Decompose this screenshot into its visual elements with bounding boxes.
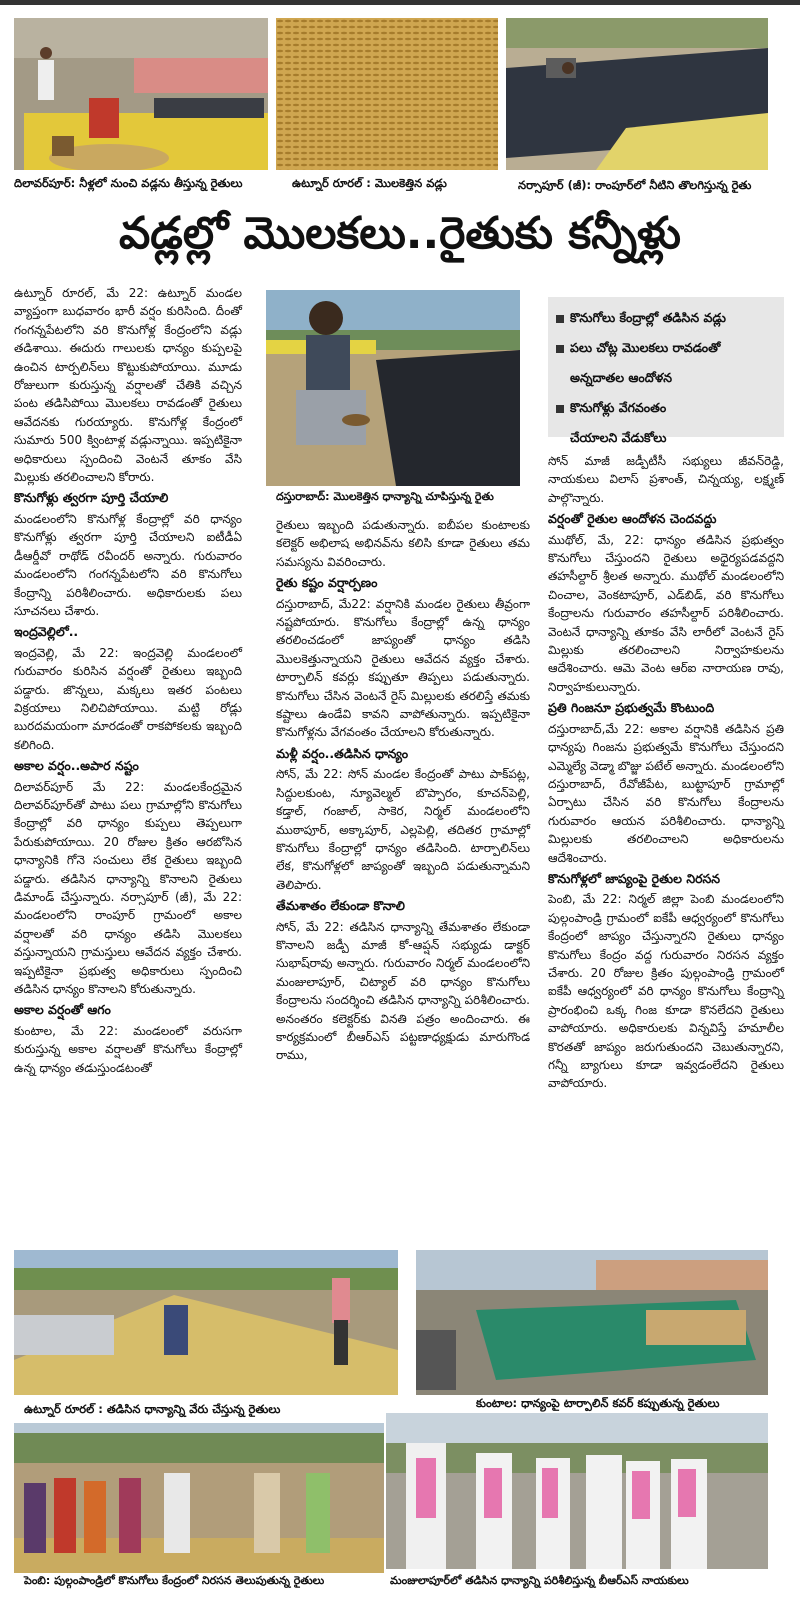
column-2 (276, 516, 530, 1066)
highlight-4: కొనుగోళ్లు వేగవంతం (556, 393, 776, 423)
col3-subhead-3: కొనుగోళ్లలో జాప్యంపై రైతుల నిరసన (548, 870, 721, 886)
column-3 (548, 452, 784, 1094)
caption-center-photo: దస్తురాబాద్: మొలకెత్తిన ధాన్యాన్ని చూపిస్తున్న రైతు (276, 490, 494, 503)
caption-bottom-right-2: మంజులాపూర్‌లో తడిసిన ధాన్యాన్ని పరిశీలిస్తున్న బీఆర్ఎస్ నాయకులు (390, 1574, 689, 1587)
photo-dilawarpur-farmers (14, 18, 268, 170)
col1-subhead-3: అకాల వర్షం..అపార నష్టం (14, 758, 139, 774)
col2-subhead-3: తేమశాతం లేకుండా కొనాలి (276, 898, 405, 914)
col3-para-1: సోన్ మాజీ జడ్పీటీసీ సభ్యులు జీవన్‌రెడ్డి, నాయకులు విలాస్ ప్రశాంత్, చిన్నయ్య, లక్ష్మణ్ పాల్గొన్నారు. (548, 454, 784, 505)
highlight-5: చేయాలని వేడుకోలు (570, 430, 667, 445)
col3-subhead-2: ప్రతి గింజనూ ప్రభుత్వమే కొంటుంది (548, 700, 715, 716)
caption-bottom-left-2: పెంబి: పుల్గంపాండ్రిలో కొనుగోలు కేంద్రంలో నిరసన తెలుపుతున్న రైతులు (24, 1574, 325, 1587)
highlights-box (548, 297, 784, 445)
col2-subhead-2: మళ్లీ వర్షం..తడిసిన ధాన్యం (276, 745, 409, 761)
photo-pembi-protest (14, 1423, 384, 1573)
col1-para-4: దిలావర్‌పూర్ మే 22: మండలకేంద్రమైన దిలావర్‌పూర్‌తో పాటు పలు గ్రామాల్లోని కొనుగోలు కేంద్రాల్లో వరి ధాన్యం కుప్పలు తెప్పలుగా పేరుకుపోయాయి. 20 రోజుల క్రితం ఆరబోసిన ధాన్యానికి గోనె సంచులు లేక రైతులు ఇబ్బంది పడ్డారు. తడిసిన ధాన్యాన్ని కొనాలని రైతులు డిమాండ్ చేస్తున్నారు. నర్సాపూర్ (జీ), మే 22: మండలంలోని రాంపూర్ గ్రామంలో అకాల వర్షాలతో వరి ధాన్యం తడిసి మొలకలు వస్తున్నాయని గ్రామస్తులు ఆవేదన వ్యక్తం చేశారు. ఇప్పటికైనా ప్రభుత్వ అధికారులు స్పందించి తడిసిన ధాన్యం కొనాలని కోరుతున్నారు. (14, 779, 242, 997)
caption-top-left: దిలావర్‌పూర్: నీళ్లలో నుంచి వడ్లను తీస్తున్న రైతులు (14, 176, 243, 190)
photo-dasturabad-farmer (266, 290, 520, 486)
col1-para-3: ఇంద్రవెల్లి, మే 22: ఇంద్రవెల్లి మండలంలో గురువారం కురిసిన వర్షంతో రైతులు ఇబ్బంది పడ్డారు. జొన్నలు, మక్కలు ఇతర పంటలు విక్రయాలు నిలిచిపోయాయి. మట్టి రోడ్లు బురదమయంగా మారడంతో రాకపోకలకు ఇబ్బంది కలిగింది. (14, 645, 242, 752)
col2-para-3: సోన్, మే 22: సోన్ మండల కేంద్రంతో పాటు పాక్‌పట్ల, సిద్దులకుంట, న్యూవెల్మల్ బొప్పారం, కూచన్‌పెల్లి, కడ్తాల్, గంజాల్, సాకెర, నిర్మల్ మండలంలోని ముఠాపూర్, అక్కాపూర్, ఎల్లపెల్లి, తదితర గ్రామాల్లో కొనుగోలు కేంద్రాల్లో ధాన్యం తడిసింది. టార్పాలిన్‌లు లేక, కొనుగోళ్లలో జాప్యంతో ఇబ్బంది పడుతున్నామని తెలిపారు. (276, 767, 530, 892)
bullet-icon (556, 315, 564, 323)
col1-para-1: ఉట్నూర్ రూరల్, మే 22: ఉట్నూర్ మండల వ్యాప్తంగా బుధవారం భారీ వర్షం కురిసింది. దీంతో గంగన్నపేటలోని వరి కొనుగోళ్ల కేంద్రంలోని వడ్లు తడిశాయి. ఈదురు గాలులకు ధాన్యం కుప్పలపై ఉంచిన టార్పలిన్‌లు కొట్టుకుపోయాయి. మూడు రోజులుగా కురుస్తున్న వర్షాలతో చేతికి వచ్చిన పంట తడిసిపోయి మొలకలు రావడంతో రైతులు ఆవేదనకు గురయ్యారు. కొనుగోళ్ల కేంద్రంలో సుమారు 500 క్వింటాళ్ల వడ్లున్నాయి. ఇప్పటికైనా అధికారులు స్పందించి వెంటనే తూకం వేసి మిల్లుకు తరలించాలని కోరారు. (14, 286, 242, 485)
photo-sprouted-paddy (276, 18, 498, 170)
caption-bottom-left-1: ఉట్నూర్ రూరల్ : తడిసిన ధాన్యాన్ని వేరు చేస్తున్న రైతులు (24, 1402, 281, 1416)
col1-subhead-1: కొనుగోళ్లు త్వరగా పూర్తి చేయాలి (14, 490, 169, 506)
col3-para-3: దస్తురాబాద్,మే 22: అకాల వర్షానికి తడిసిన ప్రతి ధాన్యపు గింజను ప్రభుత్వమే కొనుగోలు చేస్తుందని ఎమ్మెల్యే వెడ్మా బొజ్జు పటేల్ అన్నారు. మండలంలోని దస్తురాబాద్, రేవోజీపేట, బుట్టాపూర్ గ్రామాల్లో ఏర్పాటు చేసిన వరి కొనుగోలు కేంద్రాలను గురువారం ఆయన పరిశీలించారు. ధాన్యాన్ని మిల్లులకు తరలించాలని అధికారులను ఆదేశించారు. (548, 721, 784, 865)
col3-subhead-1: వర్షంతో రైతుల ఆందోళన చెందవద్దు (548, 511, 717, 527)
photo-utnoor-separating (14, 1250, 398, 1395)
col3-para-2: ముథోల్, మే, 22: ధాన్యం తడిసిన ప్రభుత్వం కొనుగోలు చేస్తుందని రైతులు అధైర్యపడవద్దని తహసీల్దార్ శ్రీలత అన్నారు. ముథోల్ మండలంలోని చించాల, వెంకటాపూర్, ఎడ్‌బిడ్, వరి కొనుగోలు కేంద్రాలను గురువారం తహసీల్దార్ పరిశీలించారు. వెంటనే ధాన్యాన్ని తూకం వేసి లారీలో వెంటనే రైస్ మిల్లుకు తరలించాలని నిర్వాహకులను ఆదేశించారు. ఆమె వెంట ఆర్ఐ నారాయణ రావు, నిర్వాహకులున్నారు. (548, 532, 784, 694)
col2-para-4: సోన్, మే 22: తడిసిన ధాన్యాన్ని తేమశాతం లేకుండా కొనాలని జడ్పీ మాజీ కో-ఆప్షన్ సభ్యుడు డాక్టర్ సుభాష్‌రావు అన్నారు. గురువారం నిర్మల్ మండలంలోని మంజులాపూర్, చిట్యాల్ వరి ధాన్యం కొనుగోలు కేంద్రాలను సందర్శించి తడిసిన ధాన్యాన్ని పరిశీలించారు. అనంతరం కలెక్టర్‌కు వినతి పత్రం అందించారు. ఈ కార్యక్రమంలో బీఆర్ఎస్ పట్టణాధ్యక్షుడు మారుగొండ రాము, (276, 919, 530, 1063)
bullet-icon (556, 345, 564, 353)
headline: వడ్లల్లో మొలకలు..రైతుకు కన్నీళ్లు (119, 208, 681, 259)
caption-top-middle: ఉట్నూర్ రూరల్ : మొలకెత్తిన వడ్లు (292, 176, 447, 190)
bullet-icon (556, 405, 564, 413)
highlight-1: కొనుగోలు కేంద్రాల్లో తడిసిన వడ్లు (556, 303, 776, 333)
col1-subhead-2: ఇంద్రవెల్లిలో.. (14, 624, 79, 640)
col3-para-4: పెంబి, మే 22: నిర్మల్ జిల్లా పెంబి మండలంలోని పుల్గంపాండ్రి గ్రామంలో ఐకేపీ ఆధ్వర్యంలో కొనుగోలు కేంద్రంలో జాప్యం చేస్తున్నారని రైతులు ధాన్యం కొనుగోలు కేంద్రం వద్ద గురువారం నిరసన వ్యక్తం చేశారు. 20 రోజుల క్రితం పుల్గంపాండ్రి గ్రామంలో ఐకేపీ ఆధ్వర్యంలో వరి ధాన్యం కొనుగోలు కేంద్రాన్ని ప్రారంభించి ఒక్క గింజ కూడా కొనలేదని రైతులు వాపోయారు. అధికారులకు విన్నవిస్తే హమాలీల కొరతతో జాప్యం జరుగుతుందని చెబుతున్నారని, గన్నీ బ్యాగులు కూడా ఇవ్వడంలేదని రైతులు వాపోయారు. (548, 892, 784, 1091)
col1-para-5: కుంటాల, మే 22: మండలంలో వరుసగా కురుస్తున్న అకాల వర్షాలతో కొనుగోలు కేంద్రాల్లో ఉన్న ధాన్యం తడుస్తుండటంతో (14, 1023, 242, 1075)
column-1 (14, 284, 242, 1078)
highlight-3: అన్నదాతల ఆందోళన (570, 370, 672, 385)
col2-para-1: రైతులు ఇబ్బంది పడుతున్నారు. ఐబీపల కుంటాలకు కలెక్టర్ అభిలాష అభినవ్‌ను కలిసి కూడా రైతులు తమ సమస్యను వివరించారు. (276, 518, 530, 569)
caption-bottom-right-1: కుంటాల: ధాన్యంపై టార్పాలిన్ కవర్ కప్పుతున్న రైతులు (476, 1396, 720, 1410)
caption-top-right: నర్సాపూర్ (జీ): రాంపూర్‌లో నీటిని తొలగిస్తున్న రైతు (518, 178, 752, 192)
photo-rampur-water (506, 18, 768, 170)
highlight-2: పలు చోట్ల మొలకలు రావడంతో (556, 333, 776, 363)
col2-subhead-1: రైతు కష్టం వర్షార్పణం (276, 575, 378, 591)
top-border (0, 0, 800, 5)
photo-kuntala-tarpaulin (416, 1250, 768, 1395)
col2-para-2: దస్తురాబాద్, మే22: వర్షానికి మండల రైతులు తీవ్రంగా నష్టపోయారు. కొనుగోలు కేంద్రాల్లో ఉన్న ధాన్యం తరలించడంలో జాప్యంతో ధాన్యం తడిసి మొలకెత్తున్నాయని రైతులు ఆవేదన వ్యక్తం చేశారు. టార్పాలిన్ కవర్లు కప్పుతూ తిప్పలు పడుతున్నారు. కొనుగోలు చేసిన వెంటనే రైస్ మిల్లులకు తరలిస్తే తమకు కష్టాలు ఉండేవి కావని వాపోతున్నారు. ఇప్పటికైనా కొనుగోళ్లను వేగవంతం చేయాలని కోరుతున్నారు. (276, 596, 530, 740)
col1-subhead-4: అకాల వర్షంతో ఆగం (14, 1002, 111, 1018)
photo-manjulapur-brs (386, 1413, 768, 1569)
col1-para-2: మండలంలోని కొనుగోళ్ల కేంద్రాల్లో వరి ధాన్యం కొనుగోళ్లు త్వరగా పూర్తి చేయాలని ఐటీడీఏ డీఆర్డీవో రాథోడ్ రవీందర్ అన్నారు. గురువారం మండలంలోని గంగన్నపేటలోని వరి కొనుగోలు కేంద్రాన్ని పరిశీలించారు. అధికారులకు పలు సూచనలు చేశారు. (14, 511, 242, 618)
